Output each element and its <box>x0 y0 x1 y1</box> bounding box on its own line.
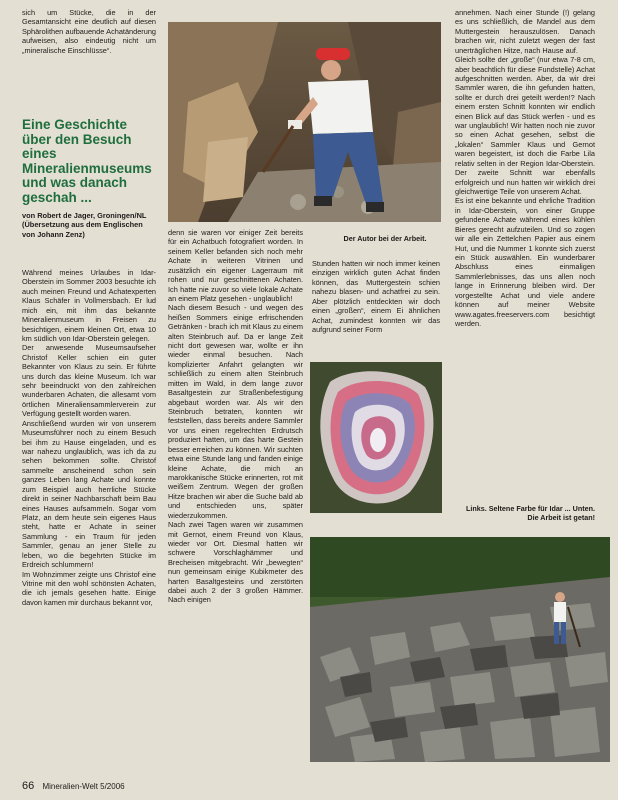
column-2-body <box>168 228 303 605</box>
paragraph: Während meines Urlaubes in Idar-Oberstein im Sommer 2003 besuchte ich auch meinen Freund und Achatexperten Klaus Schäfer in Vollmersbach. Er lud mich ein, mit ihm das bekannte Mineralienmuseum in Freisen zu besichtigen, einem kleinen Ort, etwa 10 km südlich von Idar-Oberstein gelegen. <box>22 268 156 343</box>
paragraph: Gleich sollte der „große“ (nur etwa 7-8 cm, aber beachtlich für diese Fundstelle) Achat aufgeschnitten werden. Aber, da wir drei Sammler waren, die ihn gefunden hatten, sollte er durch drei geteilt werden!? Nach einem ersten Schnitt konnten wir endlich einen Blick auf das Stück werfen - und es war unglaublich! Wir hatten noch nie zuvor so einen Achat gesehen, selbst die „lokalen“ Sammler Klaus und Gernot waren begeistert, ist doch die Farbe Lila relativ selten in der Region Idar-Oberstein. Der zweite Schnitt war ebenfalls erfolgreich und nun hatten wir wirklich drei gleichwertige Teile von unserem Achat. <box>455 55 595 197</box>
paragraph: Stunden hatten wir noch immer keinen einzigen wirklich guten Achat finden können, das Muttergestein schien nahezu blasen- und achatfrei zu sein. Aber plötzlich entdeckten wir doch einen „großen“, einem Ei ähnlichen Achat, zumindest konnten wir das aufgrund seiner Form <box>312 259 440 334</box>
column-4-body <box>455 8 595 328</box>
paragraph: Der anwesende Museumsaufseher Christof Keller schien ein guter Bekannter von Klaus zu sein. Er führte uns durch das kleine Museum. Ich war sehr beeindruckt von den zahlreichen wunderbaren Achaten, die allesamt vom örtlichen Mineraliensammlerverein zur Verfügung gestellt worden waren. <box>22 343 156 419</box>
paragraph: annehmen. Nach einer Stunde (!) gelang es uns schließlich, die Mandel aus dem Muttergestein herauszulösen. Danach brachen wir, nicht zuletzt wegen der fast unerträglichen Hitze, nach Hause auf. <box>455 8 595 55</box>
column-1-body <box>22 268 156 607</box>
paragraph: Es ist eine bekannte und ehrliche Tradition in Idar-Oberstein, von einer Gruppe gefundene Achate während eines kühlen Bieres gerecht aufzuteilen. Und so zogen wir alle ein Zettelchen Papier aus einem Hut, und die Nummer 1 konnte sich zuerst ein Stück auswählen. Ein wunderbarer Abschluss eines einmaligen Sammlerlebnisses, das uns allen noch lange in Erinnerung bleiben wird. Der vorgestellte Achat und viele andere können auf meiner Website www.agates.freeservers.com besichtigt werden. <box>455 196 595 328</box>
article-byline: von Robert de Jager, Groningen/NL (Übersetzung aus dem Englischen von Johann Zenz) <box>22 211 147 239</box>
photo-caption-bottom: Links. Seltene Farbe für Idar ... Unten. Die Arbeit ist getan! <box>465 504 595 522</box>
column-3-body <box>312 259 440 334</box>
paragraph: Anschließend wurden wir von unserem Museumsführer noch zu einem Besuch bei ihm zu Hause eingeladen, und es war nahezu unglaublich, was ich da zu sehen bekommen sollte. Christof sammelte anscheinend schon sein ganzes Leben lang Achate und konnte zum Beispiel auch herrliche Stücke direkt in seiner Nachbarschaft beim Bau eines Hauses aufsammeln. Sogar vom Platz, an dem heute sein eigenes Haus steht, hatte er Achate in seiner Sammlung - ein Traum für jeden Sammler, genau an jener Stelle zu leben, wo die begehrten Stücke im Erdreich schlummern! <box>22 418 156 570</box>
paragraph: denn sie waren vor einiger Zeit bereits für ein Achatbuch fotografiert worden. In seinem Keller befanden sich noch mehr Achate in weiteren Vitrinen und zusätzlich ein eigener Lagerraum mit rohen und nur geschnittenen Achaten. Ich hatte nie zuvor so viele lokale Achate an einem Platz gesehen - unglaublich! <box>168 228 303 303</box>
page-footer <box>22 780 125 792</box>
paragraph: Im Wohnzimmer zeigte uns Christof eine Vitrine mit den wohl schönsten Achaten, die ich jemals gesehen hatte. Einige davon kamen mir durchaus bekannt vor, <box>22 569 156 607</box>
photo-author-at-work <box>168 22 441 222</box>
photo-agate <box>310 362 442 513</box>
agate-slice-graphic <box>310 362 442 513</box>
photo-caption-top: Der Autor bei der Arbeit. <box>343 234 427 243</box>
page-number: 66 <box>22 780 35 792</box>
paragraph: Nach zwei Tagen waren wir zusammen mit Gernot, einem Freund von Klaus, wieder vor Ort. Diesmal hatten wir schwere Vorschlaghämmer und Brecheisen mitgebracht. Wir „bewegten“ nun gemeinsam einige Kubikmeter des harten Basaltgesteins und zerstörten dabei auch 2 der 3 großen Hämmer. Nach einigen <box>168 520 303 605</box>
photo-rock-pile <box>310 537 610 762</box>
paragraph: sich um Stücke, die in der Gesamtansicht eine deutlich auf diesen Sphärolithen aufbauende Achatänderung aufweisen, also eindeutig nicht um „mineralische Einschlüsse“. <box>22 8 156 55</box>
paragraph: Nach diesem Besuch - und wegen des heißen Sommers einige erfrischenden Getränken - brach ich mit Klaus zu einem alten Steinbruch auf. Da er lange Zeit nicht dort gewesen war, wollte er ihn wieder einmal besuchen. Nach komplizierter Anfahrt gelangten wir schließlich zu einem alten Steinbruch mitten im Wald, in dem lange zuvor Basaltgestein zur Straßenbefestigung abgebaut worden war. Als wir den Steinbruch betraten, konnten wir feststellen, dass bereits andere Sammler vor uns einen regelrechten Erdrutsch produziert hatten, um das harte Gestein besser erreichen zu können. Wir suchten etwa eine Stunde lang und fanden einige kleine Achate, die mich an marokkanische Stücke erinnerten, rot mit weißem Zentrum. Wegen der großen Hitze brachen wir aber die Suche bald ab und entschieden uns, später wiederzukommen. <box>168 303 303 520</box>
article-headline: Eine Geschichte über den Besuch eines Mineralienmuseums und was danach geschah ... <box>22 117 152 205</box>
rock-pile-graphic <box>310 537 610 762</box>
quarry-photo-graphic <box>168 22 441 222</box>
magazine-issue: Mineralien-Welt 5/2006 <box>42 782 125 791</box>
column-1-top-text <box>22 8 156 55</box>
